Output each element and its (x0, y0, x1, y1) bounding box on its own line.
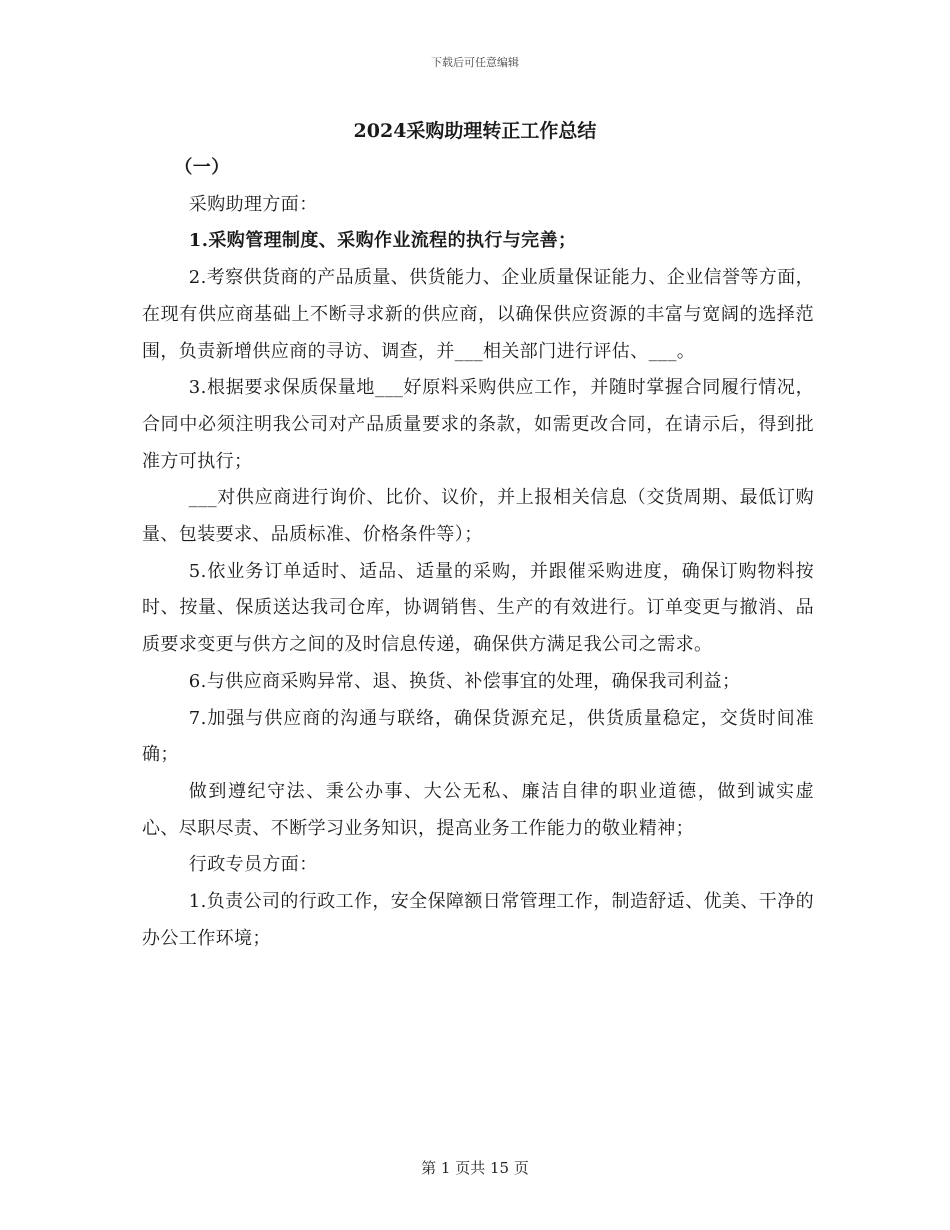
page-number: 第 1 页共 15 页 (421, 1159, 529, 1177)
paragraph: 7.加强与供应商的沟通与联络，确保货源充足，供货质量稳定，交货时间准确； (142, 707, 814, 766)
document-body (142, 150, 814, 957)
paragraph: 1.采购管理制度、采购作业流程的执行与完善； (188, 230, 577, 252)
paragraph: 3.根据要求保质保量地___好原料采购供应工作，并随时掌握合同履行情况，合同中必须注明我公司对产品质量要求的条款，如需更改合同，在请示后，得到批准方可执行； (142, 377, 814, 472)
paragraph: 行政专员方面： (188, 854, 318, 876)
section-label: （一） (174, 157, 230, 178)
paragraph: 6.与供应商采购异常、退、换货、补偿事宜的处理，确保我司利益； (188, 670, 741, 692)
paragraph: 2.考察供货商的产品质量、供货能力、企业质量保证能力、企业信誉等方面，在现有供应商基础上不断寻求新的供应商，以确保供应资源的丰富与宽阔的选择范围，负责新增供应商的寻访、调查，并___相关部门进行评估、___。 (142, 267, 814, 362)
document-title: 2024采购助理转正工作总结 (353, 120, 597, 142)
paragraph: ___对供应商进行询价、比价、议价，并上报相关信息（交货周期、最低订购量、包装要求、品质标准、价格条件等）； (142, 487, 814, 546)
paragraph: 1.负责公司的行政工作，安全保障额日常管理工作，制造舒适、优美、干净的办公工作环境； (142, 891, 814, 949)
paragraph: 5.依业务订单适时、适品、适量的采购，并跟催采购进度，确保订购物料按时、按量、保质送达我司仓库，协调销售、生产的有效进行。订单变更与撤消、品质要求变更与供方之间的及时信息传递，确保供方满足我公司之需求。 (142, 560, 814, 656)
header-note: 下载后可任意编辑 (431, 56, 519, 69)
paragraph: 做到遵纪守法、秉公办事、大公无私、廉洁自律的职业道德，做到诚实虚心、尽职尽责、不断学习业务知识，提高业务工作能力的敬业精神； (142, 780, 814, 839)
paragraph: 采购助理方面： (188, 193, 318, 215)
